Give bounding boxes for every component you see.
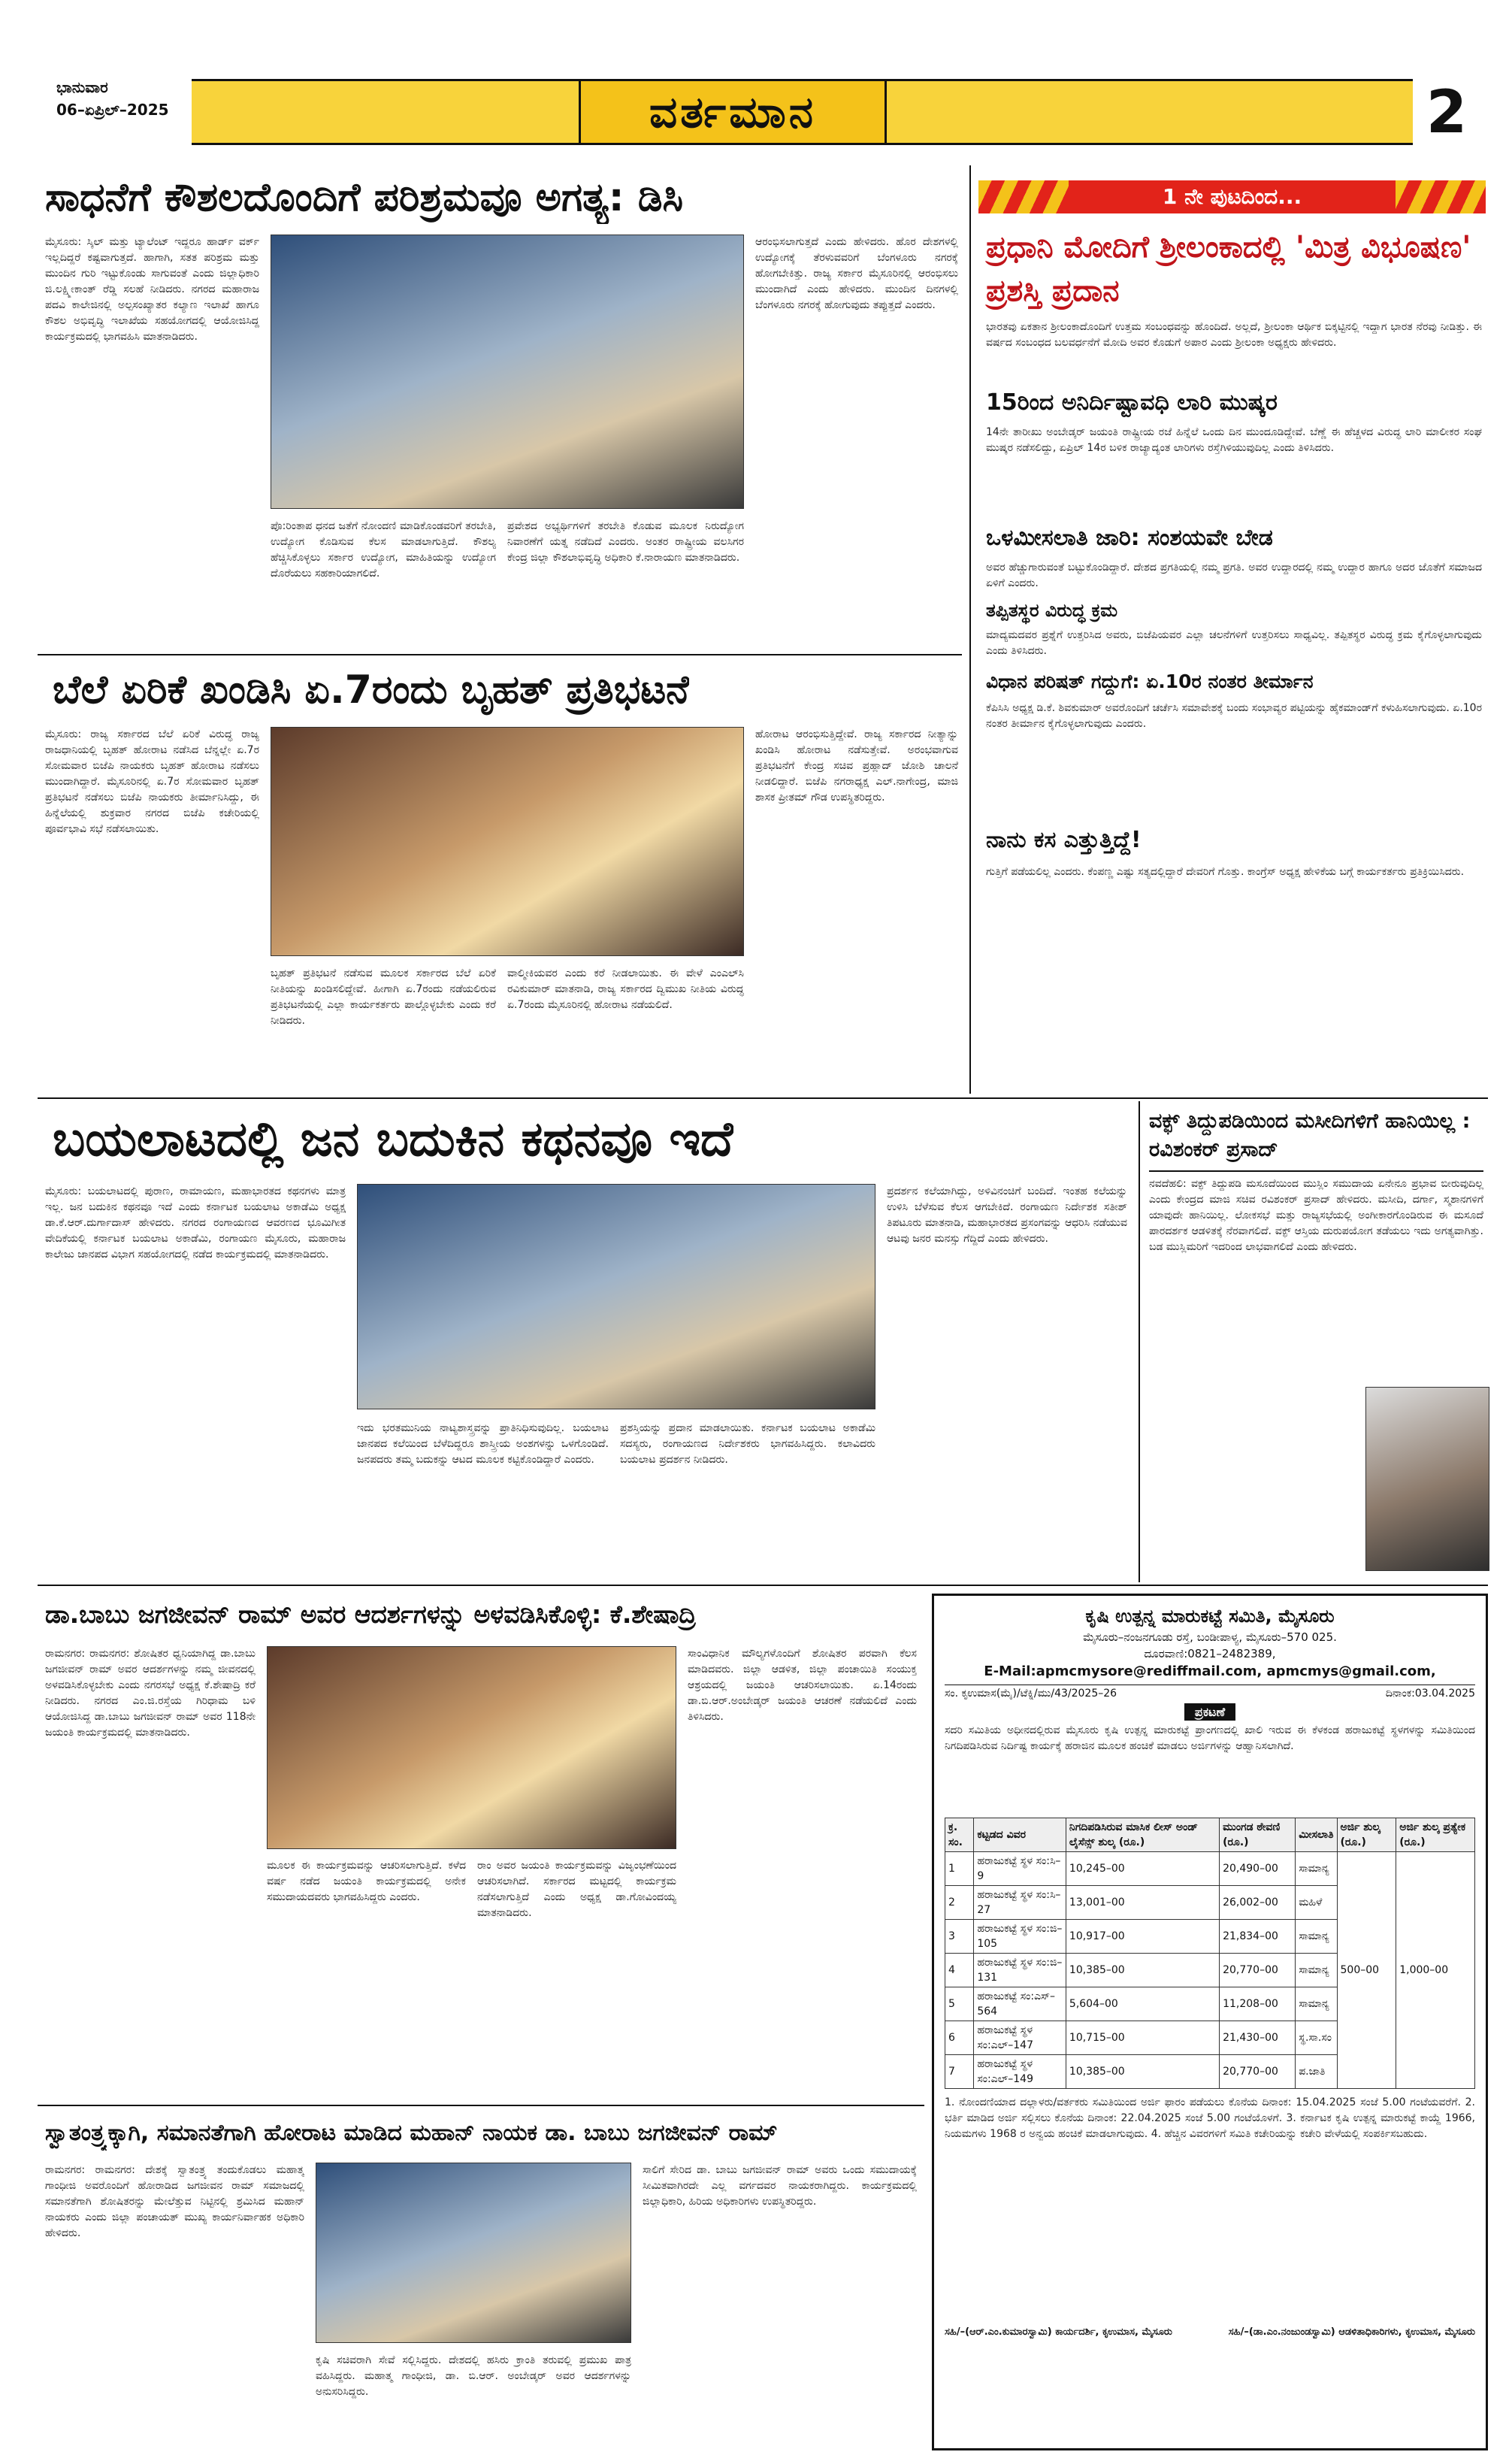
story-body: ಮಾದ್ಯಮದವರ ಪ್ರಶ್ನೆಗೆ ಉತ್ತರಿಸಿದ ಅವರು, ಬಿಜೆಪಿಯವರ ಎಲ್ಲಾ ಚಲನೆಗಳಿಗೆ ಉತ್ತರಿಸಲು ಸಾಧ್ಯವಿಲ್ಲ. ತಪ್ಪಿತಸ್ಥರ ವಿರುದ್ಧ ಕ್ರಮ ಕೈಗೊಳ್ಳಲಾಗುವುದು ಎಂದು ತಿಳಿಸಿದರು. (986, 629, 1482, 657)
table-cell: 11,208–00 (1220, 1987, 1296, 2021)
story-body: ಗುತ್ತಿಗೆ ಪಡೆಯಲಿಲ್ಲ ಎಂದರು. ಕೆಂಪಣ್ಣ ಎಷ್ಟು ಸತ್ಯದಲ್ಲಿದ್ದಾರೆ ದೇವರಿಗೆ ಗೊತ್ತು. ಕಾಂಗ್ರೆಸ್ ಅಧ್ಯಕ್ಷ ಹೇಳಿಕೆಯ ಬಗ್ಗೆ ಕಾರ್ಯಕರ್ತರು ಪ್ರತಿಕ್ರಿಯಿಸಿದರು. (986, 866, 1465, 878)
table-cell: 10,245–00 (1066, 1852, 1219, 1886)
tribute-photo (316, 2163, 631, 2343)
story-jagjivan-1 (38, 1588, 924, 2099)
story-col: ಹೋರಾಟ ಆರಂಭಿಸುತ್ತಿದ್ದೇವೆ. ರಾಜ್ಯ ಸರ್ಕಾರದ ನೀತ್ಯಾನ್ನು ಖಂಡಿಸಿ ಹೋರಾಟ ನಡೆಸುತ್ತೇವೆ. ಅರಂಭವಾಗುವ ಪ್ರತಿಭಟನೆಗೆ ಕೇಂದ್ರ ಸಚಿವ ಪ್ರಹ್ಲಾದ್ ಜೋಶಿ ಚಾಲನೆ ನೀಡಲಿದ್ದಾರೆ. ಬಿಜೆಪಿ ನಗರಾಧ್ಯಕ್ಷ ಎಲ್.ನಾಗೇಂದ್ರ, ಮಾಜಿ ಶಾಸಕ ಪ್ರೀತಮ್ ಗೌಡ ಉಪಸ್ಥಿತರಿದ್ದರು. (755, 728, 958, 804)
masthead-title: ವರ್ತಮಾನ (649, 86, 816, 138)
table-header: ಕಟ್ಟಡದ ವಿವರ (974, 1818, 1066, 1852)
table-cell: ಹರಾಜುಕಟ್ಟೆ ಸ್ಥಳ ಸಂ:ಎಲ್–149 (974, 2055, 1066, 2089)
event-photo (271, 235, 744, 509)
story-col: ಪೊ:ರಿಂತಾಪ ಧನದ ಜತೆಗೆ ನೋಂದಣಿ ಮಾಡಿಕೊಂಡವರಿಗೆ ತರಬೇತಿ, ಉದ್ಯೋಗ ಕೊಡಿಸುವ ಕೆಲಸ ಮಾಡಲಾಗುತ್ತಿದೆ. ಕೌಶಲ್ಯ ಹೆಚ್ಚಿಸಿಕೊಳ್ಳಲು ಸರ್ಕಾರ ಉದ್ಯೋಗ, ಮಾಹಿತಿಯನ್ನು ಉದ್ಯೋಗ ದೊರೆಯಲು ಸಹಕಾರಿಯಾಗಲಿದೆ. (271, 520, 496, 580)
story-headline: ಡಾ.ಬಾಬು ಜಗಜೀವನ್ ರಾಮ್ ಅವರ ಆದರ್ಶಗಳನ್ನು ಅಳವಡಿಸಿಕೊಳ್ಳಿ: ಕೆ.ಶೇಷಾದ್ರಿ (45, 1600, 697, 1629)
front-page-continued (969, 165, 1488, 1094)
story-headline: ಸಾಧನೆಗೆ ಕೌಶಲದೊಂದಿಗೆ ಪರಿಶ್ರಮವೂ ಅಗತ್ಯ: ಡಿಸಿ (45, 175, 684, 220)
notice-signature: ಸಹಿ/–(ಆರ್.ಎಂ.ಕುಮಾರಸ್ವಾಮಿ) ಕಾರ್ಯದರ್ಶಿ, ಕೃಉಮಾಸ, ಮೈಸೂರು (945, 2326, 1172, 2338)
story-body: ಅವರ ಹೆಚ್ಚುಗಾರುವಂತೆ ಬಟ್ಟುಕೊಂಡಿದ್ದಾರೆ. ದೇಶದ ಪ್ರಗತಿಯಲ್ಲಿ ನಮ್ಮ ಪ್ರಗತಿ. ಅವರ ಉದ್ದಾರದಲ್ಲಿ ನಮ್ಮ ಉದ್ದಾರ ಹಾಗೂ ಅದರ ಜೊತೆಗೆ ಸಮಾಜದ ಏಳಿಗೆ ಎಂದರು. (986, 562, 1482, 589)
divider (38, 1097, 1488, 1099)
table-cell: ಹರಾಜುಕಟ್ಟೆ ಸ್ಥಳ ಸಂ:ಸಿ–27 (974, 1886, 1066, 1920)
table-cell: 5,604–00 (1066, 1987, 1219, 2021)
story-body: 14ನೇ ತಾರೀಖು ಅಂಬೇಡ್ಕರ್ ಜಯಂತಿ ರಾಷ್ಟ್ರೀಯ ರಜೆ ಹಿನ್ನೆಲೆ ಒಂದು ದಿನ ಮುಂದೂಡಿದ್ದೇವೆ. ಬೆಣ್ಣೆ ಈ ಹೆಚ್ಚಳದ ವಿರುದ್ಧ ಲಾರಿ ಮಾಲೀಕರ ಸಂಘ ಮುಷ್ಕರ ನಡೆಸಲಿದ್ದು, ಏಪ್ರಿಲ್ 14ರ ಬಳಿಕ ರಾಜ್ಯಾದ್ಯಂತ ಲಾರಿಗಳು ರಸ್ತೆಗಿಳಿಯುವುದಿಲ್ಲ ಎಂದು ತಿಳಿಸಿದರು. (986, 426, 1482, 454)
fee-cell: 500–00 (1337, 1852, 1396, 2089)
story-headline: ವಕ್ಫ್ ತಿದ್ದುಪಡಿಯಿಂದ ಮಸೀದಿಗಳಿಗೆ ಹಾನಿಯಿಲ್ಲ : ರವಿಶಂಕರ್ ಪ್ರಸಾದ್ (1149, 1107, 1483, 1172)
story-col: ಕೃಷಿ ಸಚಿವರಾಗಿ ಸೇವೆ ಸಲ್ಲಿಸಿದ್ದರು. ದೇಶದಲ್ಲಿ ಹಸಿರು ಕ್ರಾಂತಿ ತರುವಲ್ಲಿ ಪ್ರಮುಖ ಪಾತ್ರ ವಹಿಸಿದ್ದರು. ಮಹಾತ್ಮ ಗಾಂಧೀಜಿ, ಡಾ. ಬಿ.ಆರ್. ಅಂಬೇಡ್ಕರ್ ಅವರ ಆದರ್ಶಗಳನ್ನು ಅನುಸರಿಸಿದ್ದರು. (316, 2354, 631, 2398)
table-header: ಕ್ರ. ಸಂ. (945, 1818, 974, 1852)
meeting-photo (271, 727, 744, 956)
table-cell: 3 (945, 1920, 974, 1954)
story-col: ಸಾಂವಿಧಾನಿಕ ಮೌಲ್ಯಗಳೊಂದಿಗೆ ಶೋಷಿತರ ಪರವಾಗಿ ಕೆಲಸ ಮಾಡಿದವರು. ಜಿಲ್ಲಾ ಆಡಳಿತ, ಜಿಲ್ಲಾ ಪಂಚಾಯಿತಿ ಸಂಯುಕ್ತ ಆಶ್ರಯದಲ್ಲಿ ಜಯಂತಿ ಆಚರಿಸಲಾಯಿತು. ಏ.14ರಂದು ಡಾ.ಬಿ.ಆರ್.ಅಂಬೇಡ್ಕರ್ ಜಯಂತಿ ಆಚರಣೆ ನಡೆಯಲಿದೆ ಎಂದು ತಿಳಿಸಿದರು. (688, 1648, 917, 1723)
banner-stripe-right (1396, 180, 1486, 213)
table-cell: ಪ.ಜಾತಿ (1296, 2055, 1337, 2089)
notice-address: ಮೈಸೂರು–ನಂಜನಗೂಡು ರಸ್ತೆ, ಬಂಡೀಪಾಳ್ಯ, ಮೈಸೂರು–570 025. (1083, 1630, 1337, 1644)
table-cell: ಸಾಮಾನ್ಯ (1296, 1852, 1337, 1886)
story-col: ರಾಮನಗರ: ರಾಮನಗರ: ದೇಶಕ್ಕೆ ಸ್ವಾತಂತ್ರ್ಯ ತಂದುಕೊಡಲು ಮಹಾತ್ಮ ಗಾಂಧೀಜಿ ಅವರೊಂದಿಗೆ ಹೋರಾಡಿದ ಜಗಜೀವನ ರಾಮ್ ಸಮಾಜದಲ್ಲಿ ಸಮಾನತೆಗಾಗಿ ಶೋಷಿತರನ್ನು ಮೇಲೆತ್ತುವ ನಿಟ್ಟಿನಲ್ಲಿ ಶ್ರಮಿಸಿದ ಮಹಾನ್ ನಾಯಕರು ಎಂದು ಜಿಲ್ಲಾ ಪಂಚಾಯತ್ ಮುಖ್ಯ ಕಾರ್ಯನಿರ್ವಾಹಕ ಅಧಿಕಾರಿ ಹೇಳಿದರು. (45, 2164, 304, 2239)
subheadline: ತಪ್ಪಿತಸ್ಥರ ವಿರುದ್ಧ ಕ್ರಮ (986, 600, 1118, 621)
stage-photo (357, 1184, 875, 1409)
divider (38, 1585, 1488, 1586)
jayanti-photo (267, 1646, 676, 1849)
table-header: ಮುಂಗಡ ಠೇವಣಿ (ರೂ.) (1220, 1818, 1296, 1852)
table-cell: 4 (945, 1954, 974, 1987)
table-cell: 10,385–00 (1066, 1954, 1219, 1987)
issue-day: ಭಾನುವಾರ (56, 78, 108, 96)
story-body: ನವದೆಹಲಿ: ವಕ್ಫ್ ತಿದ್ದುಪಡಿ ಮಸೂದೆಯಿಂದ ಮುಸ್ಲಿಂ ಸಮುದಾಯ ಏನೇನೂ ಪ್ರಭಾವ ಬೀರುವುದಿಲ್ಲ ಎಂದು ಕೇಂದ್ರದ ಮಾಜಿ ಸಚಿವ ರವಿಶಂಕರ್ ಪ್ರಸಾದ್ ಹೇಳಿದರು. ಮಸೀದಿ, ದರ್ಗಾ, ಸ್ಮಶಾನಗಳಿಗೆ ಯಾವುದೇ ಹಾನಿಯಿಲ್ಲ. ಲೋಕಸಭೆ ಮತ್ತು ರಾಜ್ಯಸಭೆಯಲ್ಲಿ ಅಂಗೀಕಾರಗೊಂಡಿರುವ ಈ ಮಸೂದೆ ಪಾರದರ್ಶಕ ಆಡಳಿತಕ್ಕೆ ನೆರವಾಗಲಿದೆ. ವಕ್ಫ್ ಆಸ್ತಿಯ ದುರುಪಯೋಗ ತಡೆಯಲು ಇದು ಅಗತ್ಯವಾಗಿತ್ತು. ಬಡ ಮುಸ್ಲಿಮರಿಗೆ ಇದರಿಂದ ಲಾಭವಾಗಲಿದೆ ಎಂದು ಹೇಳಿದರು. (1149, 1178, 1483, 1253)
table-cell: 6 (945, 2021, 974, 2055)
story-headline: ಪ್ರಧಾನಿ ಮೋದಿಗೆ ಶ್ರೀಲಂಕಾದಲ್ಲಿ 'ಮಿತ್ರ ವಿಭೂಷಣ' ಪ್ರಶಸ್ತಿ ಪ್ರದಾನ (986, 230, 1471, 308)
story-body: ಕೆಪಿಸಿಸಿ ಅಧ್ಯಕ್ಷ ಡಿ.ಕೆ. ಶಿವಕುಮಾರ್ ಅವರೊಂದಿಗೆ ಚರ್ಚೆಸಿ ಸಮಾವೇಶಕ್ಕೆ ಬಂದು ಸಂಭಾವ್ಯರ ಪಟ್ಟಿಯನ್ನು ಹೈಕಮಾಂಡ್‌ಗೆ ಕಳುಹಿಸಲಾಗುವುದು. ಏ.10ರ ನಂತರ ತೀರ್ಮಾನ ಕೈಗೊಳ್ಳಲಾಗುವುದು ಎಂದರು. (986, 702, 1482, 730)
table-cell: 21,834–00 (1220, 1920, 1296, 1954)
page-number: 2 (1413, 75, 1480, 150)
table-cell: ಹರಾಜುಕಟ್ಟೆ ಸ್ಥಳ ಸಂ:ಎಲ್–147 (974, 2021, 1066, 2055)
apmc-notice (932, 1594, 1488, 2450)
notice-title: ಪ್ರಕಟಣೆ (1184, 1703, 1235, 1721)
story-jagjivan-2 (38, 2108, 924, 2454)
story-skill (38, 165, 962, 646)
story-col: ಪ್ರಶಸ್ತಿಯನ್ನು ಪ್ರದಾನ ಮಾಡಲಾಯಿತು. ಕರ್ನಾಟಕ ಬಯಲಾಟ ಅಕಾಡೆಮಿ ಸದಸ್ಯರು, ರಂಗಾಯಣದ ನಿರ್ದೇಶಕರು ಭಾಗವಹಿಸಿದ್ದರು. ಕಲಾವಿದರು ಬಯಲಾಟ ಪ್ರದರ್ಶನ ನೀಡಿದರು. (620, 1422, 875, 1466)
continued-label: 1 ನೇ ಪುಟದಿಂದ... (1162, 184, 1302, 209)
table-cell: 20,770–00 (1220, 1954, 1296, 1987)
story-col: ಬೃಹತ್ ಪ್ರತಿಭಟನೆ ನಡೆಸುವ ಮೂಲಕ ಸರ್ಕಾರದ ಬೆಲೆ ಏರಿಕೆ ನೀತಿಯನ್ನು ಖಂಡಿಸಲಿದ್ದೇವೆ. ಹೀಗಾಗಿ ಏ.7ರಂದು ನಡೆಯಲಿರುವ ಪ್ರತಿಭಟನೆಯಲ್ಲಿ ಎಲ್ಲಾ ಕಾರ್ಯಕರ್ತರು ಪಾಲ್ಗೊಳ್ಳಬೇಕು ಎಂದು ಕರೆ ನೀಡಿದರು. (271, 967, 496, 1027)
table-row (945, 1852, 1475, 1886)
table-cell: 10,385–00 (1066, 2055, 1219, 2089)
story-col: ರಾಂ ಅವರ ಜಯಂತಿ ಕಾರ್ಯಕ್ರಮವನ್ನು ವಿಜೃಂಭಣೆಯಿಂದ ಆಚರಿಸಲಾಗಿದೆ. ಸರ್ಕಾರದ ಮಟ್ಟದಲ್ಲಿ ಕಾರ್ಯಕ್ರಮ ನಡೆಸಲಾಗುತ್ತಿದೆ ಎಂದು ಅಧ್ಯಕ್ಷ ಡಾ.ಗೋವಿಂದಯ್ಯ ಮಾತನಾಡಿದರು. (477, 1860, 676, 1919)
table-cell: 1 (945, 1852, 974, 1886)
subheadline: ನಾನು ಕಸ ಎತ್ತುತ್ತಿದ್ದೆ! (986, 827, 1142, 853)
table-cell: 26,002–00 (1220, 1886, 1296, 1920)
table-cell: ಸಾಮಾನ್ಯ (1296, 1954, 1337, 1987)
speaker-photo (1365, 1387, 1489, 1571)
table-cell: 7 (945, 2055, 974, 2089)
auction-table (945, 1818, 1475, 2089)
story-col: ಪ್ರದರ್ಶನ ಕಲೆಯಾಗಿದ್ದು, ಅಳಿವಿನಂಚಿಗೆ ಬಂದಿದೆ. ಇಂತಹ ಕಲೆಯನ್ನು ಉಳಿಸಿ ಬೆಳೆಸುವ ಕೆಲಸ ಆಗಬೇಕಿದೆ. ರಂಗಾಯಣ ನಿರ್ದೇಶಕ ಸತೀಶ್ ತಿಪಟೂರು ಮಾತನಾಡಿ, ಮಹಾಭಾರತದ ಪ್ರಸಂಗವನ್ನು ಆಧರಿಸಿ ನಡೆಯುವ ಆಟವು ಜನರ ಮನಸ್ಸು ಗೆದ್ದಿದೆ ಎಂದು ಹೇಳಿದರು. (887, 1185, 1127, 1245)
table-header-row (945, 1818, 1475, 1852)
story-col: ವಾಲ್ಮೀಕಿಯವರ ಎಂದು ಕರೆ ನೀಡಲಾಯಿತು. ಈ ವೇಳೆ ಎಂಎಲ್‌ಸಿ ರವಿಕುಮಾರ್ ಮಾತನಾಡಿ, ರಾಜ್ಯ ಸರ್ಕಾರದ ದ್ವಿಮುಖ ನೀತಿಯ ವಿರುದ್ಧ ಏ.7ರಂದು ಮೈಸೂರಿನಲ್ಲಿ ಹೋರಾಟ ನಡೆಯಲಿದೆ. (507, 967, 744, 1011)
table-cell: 10,715–00 (1066, 2021, 1219, 2055)
story-col: ಆರಂಭಿಸಲಾಗುತ್ತದೆ ಎಂದು ಹೇಳಿದರು. ಹೊರ ದೇಶಗಳಲ್ಲಿ ಉದ್ಯೋಗಕ್ಕೆ ತೆರಳುವವರಿಗೆ ಬೆಂಗಳೂರು ನಗರಕ್ಕೆ ಹೋಗಬೇಕಿತ್ತು. ರಾಜ್ಯ ಸರ್ಕಾರ ಮೈಸೂರಿನಲ್ಲಿ ಆರಂಭಿಸಲು ಮುಂದಾಗಿದೆ ಎಂದು ಹೇಳಿದರು. ಮುಂದಿನ ದಿನಗಳಲ್ಲಿ ಬೆಂಗಳೂರು ನಗರಕ್ಕೆ ಹೋಗುವುದು ತಪ್ಪುತ್ತದೆ ಎಂದರು. (755, 236, 958, 311)
story-headline: ಬೆಲೆ ಏರಿಕೆ ಖಂಡಿಸಿ ಏ.7ರಂದು ಬೃಹತ್ ಪ್ರತಿಭಟನೆ (53, 667, 690, 713)
story-headline: ಬಯಲಾಟದಲ್ಲಿ ಜನ ಬದುಕಿನ ಕಥನವೂ ಇದೆ (53, 1112, 733, 1167)
story-col: ರಾಮನಗರ: ರಾಮನಗರ: ಶೋಷಿತರ ಧ್ವನಿಯಾಗಿದ್ದ ಡಾ.ಬಾಬು ಜಗಜೀವನ್ ರಾಮ್ ಅವರ ಆದರ್ಶಗಳನ್ನು ನಮ್ಮ ಜೀವನದಲ್ಲಿ ಅಳವಡಿಸಿಕೊಳ್ಳಬೇಕು ಎಂದು ನಗರಸಭೆ ಅಧ್ಯಕ್ಷ ಕೆ.ಶೇಷಾದ್ರಿ ಕರೆ ನೀಡಿದರು. ನಗರದ ಎಂ.ಜಿ.ರಸ್ತೆಯ ಗಿರಿಧಾಮ ಬಳಿ ಆಯೋಜಿಸಿದ್ದ ಡಾ.ಬಾಬು ಜಗಜೀವನ್ ರಾಮ್ ಅವರ 118ನೇ ಜಯಂತಿ ಕಾರ್ಯಕ್ರಮದಲ್ಲಿ ಮಾತನಾಡಿದರು. (45, 1648, 256, 1739)
table-cell: 20,490–00 (1220, 1852, 1296, 1886)
notice-ref: ಸಂ. ಕೃಉಮಾಸ(ಮೈ)/ಟೆಕ್ನಿ/ಮು/43/2025–26 (945, 1688, 1117, 1700)
story-body: ಭಾರತವು ಏಕತಾನ ಶ್ರೀಲಂಕಾದೊಂದಿಗೆ ಉತ್ತಮ ಸಂಬಂಧವನ್ನು ಹೊಂದಿದೆ. ಅಲ್ಲದೆ, ಶ್ರೀಲಂಕಾ ಆರ್ಥಿಕ ಬಿಕ್ಕಟ್ಟಿನಲ್ಲಿ ಇದ್ದಾಗ ಭಾರತ ನೆರವು ನೀಡಿತ್ತು. ಈ ವರ್ಷದ ಸಂಬಂಧದ ಬಲವರ್ಧನೆಗೆ ಮೋದಿ ಅವರ ಕೊಡುಗೆ ಅಪಾರ ಎಂದು ಶ್ರೀಲಂಕಾ ಅಧ್ಯಕ್ಷರು ಹೇಳಿದರು. (986, 321, 1482, 349)
notice-intro: ಸದರಿ ಸಮಿತಿಯ ಅಧೀನದಲ್ಲಿರುವ ಮೈಸೂರು ಕೃಷಿ ಉತ್ಪನ್ನ ಮಾರುಕಟ್ಟೆ ಪ್ರಾಂಗಣದಲ್ಲಿ ಖಾಲಿ ಇರುವ ಈ ಕೆಳಕಂಡ ಹರಾಜುಕಟ್ಟೆ ಸ್ಥಳಗಳನ್ನು ಸಮಿತಿಯಿಂದ ನಿಗದಿಪಡಿಸಿರುವ ನಿರ್ದಿಷ್ಟ ಕಾರ್ಯಕ್ಕೆ ಹರಾಜಿನ ಮೂಲಕ ಹಂಚಿಕೆ ಮಾಡಲು ಅರ್ಜಿಗಳನ್ನು ಆಹ್ವಾನಿಸಲಾಗಿದೆ. (945, 1724, 1475, 1752)
story-col: ಮೈಸೂರು: ಬಯಲಾಟದಲ್ಲಿ ಪುರಾಣ, ರಾಮಾಯಣ, ಮಹಾಭಾರತದ ಕಥನಗಳು ಮಾತ್ರ ಇಲ್ಲ. ಜನ ಬದುಕಿನ ಕಥನವೂ ಇದೆ ಎಂದು ಕರ್ನಾಟಕ ಬಯಲಾಟ ಅಕಾಡೆಮಿ ಅಧ್ಯಕ್ಷ ಡಾ.ಕೆ.ಆರ್.ದುರ್ಗಾದಾಸ್ ಹೇಳಿದರು. ನಗರದ ರಂಗಾಯಣದ ಆವರಣದ ಭೂಮಿಗೀತ ವೇದಿಕೆಯಲ್ಲಿ ಕರ್ನಾಟಕ ಬಯಲಾಟ ಅಕಾಡೆಮಿ, ರಂಗಾಯಣ ಮೈಸೂರು, ಮಹಾರಾಜ ಕಾಲೇಜು ಜಾನಪದ ವಿಭಾಗ ಸಹಯೋಗದಲ್ಲಿ ನಡೆದ ಕಾರ್ಯಕ್ರಮದಲ್ಲಿ ಮಾತನಾಡಿದರು. (45, 1185, 346, 1261)
table-cell: ಸ್ಥ.ಸಾ.ಸಂ (1296, 2021, 1337, 2055)
table-cell: 21,430–00 (1220, 2021, 1296, 2055)
fee-cell: 1,000–00 (1396, 1852, 1475, 2089)
table-cell: 2 (945, 1886, 974, 1920)
notice-org: ಕೃಷಿ ಉತ್ಪನ್ನ ಮಾರುಕಟ್ಟೆ ಸಮಿತಿ, ಮೈಸೂರು (1085, 1606, 1335, 1627)
notice-date: ದಿನಾಂಕ:03.04.2025 (1385, 1688, 1475, 1700)
story-col: ಪ್ರವೇಶದ ಅಭ್ಯರ್ಥಿಗಳಿಗೆ ತರಬೇತಿ ಕೊಡುವ ಮೂಲಕ ನಿರುದ್ಯೋಗ ನಿವಾರಣೆಗೆ ಯತ್ನ ನಡೆದಿದೆ ಎಂದರು. ಅಂತರ ರಾಷ್ಟ್ರೀಯ ವಲಸಿಗರ ಕೇಂದ್ರ ಜಿಲ್ಲಾ ಕೌಶಲಾಭಿವೃದ್ಧಿ ಅಧಿಕಾರಿ ಕೆ.ನಾರಾಯಣ ಮಾತನಾಡಿದರು. (507, 520, 744, 564)
story-col: ಮೂಲಕ ಈ ಕಾರ್ಯಕ್ರಮವನ್ನು ಆಚರಿಸಲಾಗುತ್ತಿದೆ. ಕಳೆದ ವರ್ಷ ನಡೆದ ಜಯಂತಿ ಕಾರ್ಯಕ್ರಮದಲ್ಲಿ ಅನೇಕ ಸಮುದಾಯದವರು ಭಾಗವಹಿಸಿದ್ದರು ಎಂದರು. (267, 1860, 466, 1903)
notice-phone: ದೂರವಾಣಿ:0821–2482389, (1144, 1647, 1276, 1660)
divider (38, 2105, 924, 2106)
masthead (579, 79, 887, 145)
issue-date: 06–ಏಪ್ರಿಲ್–2025 (56, 101, 169, 119)
subheadline: ವಿಧಾನ ಪರಿಷತ್ ಗದ್ದುಗೆ: ಏ.10ರ ನಂತರ ತೀರ್ಮಾನ (986, 670, 1314, 692)
table-cell: ಸಾಮಾನ್ಯ (1296, 1987, 1337, 2021)
table-header: ಮೀಸಲಾತಿ (1296, 1818, 1337, 1852)
story-col: ಸಾಲಿಗೆ ಸೇರಿದ ಡಾ. ಬಾಬು ಜಗಜೀವನ್ ರಾಮ್ ಅವರು ಒಂದು ಸಮುದಾಯಕ್ಕೆ ಸೀಮಿತವಾಗಿರದೇ ಎಲ್ಲ ವರ್ಗದವರ ನಾಯಕರಾಗಿದ್ದರು. ಕಾರ್ಯಕ್ರಮದಲ್ಲಿ ಜಿಲ್ಲಾಧಿಕಾರಿ, ಹಿರಿಯ ಅಧಿಕಾರಿಗಳು ಉಪಸ್ಥಿತರಿದ್ದರು. (643, 2164, 917, 2208)
story-bayalata (38, 1101, 1135, 1582)
table-cell: ಹರಾಜುಕಟ್ಟೆ ಸಂ:ಎಸ್–564 (974, 1987, 1066, 2021)
notice-footer: 1. ನೋಂದಣಿಯಾದ ದಲ್ಲಾಳರು/ವರ್ತಕರು ಸಮಿತಿಯಿಂದ ಅರ್ಜಿ ಫಾರಂ ಪಡೆಯಲು ಕೊನೆಯ ದಿನಾಂಕ: 15.04.2025 ಸಂಜೆ 5.00 ಗಂಟೆಯವರೆಗೆ. 2. ಭರ್ತಿ ಮಾಡಿದ ಅರ್ಜಿ ಸಲ್ಲಿಸಲು ಕೊನೆಯ ದಿನಾಂಕ: 22.04.2025 ಸಂಜೆ 5.00 ಗಂಟೆಯೊಳಗೆ. 3. ಕರ್ನಾಟಕ ಕೃಷಿ ಉತ್ಪನ್ನ ಮಾರುಕಟ್ಟೆ ಕಾಯ್ದೆ 1966, ನಿಯಮಗಳು 1968 ರ ಅನ್ವಯ ಹಂಚಿಕೆ ಮಾಡಲಾಗುವುದು. 4. ಹೆಚ್ಚಿನ ವಿವರಗಳಿಗೆ ಸಮಿತಿ ಕಚೇರಿಯನ್ನು ಕಚೇರಿ ವೇಳೆಯಲ್ಲಿ ಸಂಪರ್ಕಿಸಬಹುದು. (945, 2096, 1475, 2140)
table-cell: ಮಹಿಳೆ (1296, 1886, 1337, 1920)
table-cell: 20,770–00 (1220, 2055, 1296, 2089)
table-header: ನಿಗದಿಪಡಿಸಿರುವ ಮಾಸಿಕ ಲೀಸ್ ಅಂಡ್ ಲೈಸೆನ್ಸ್ ಶುಲ್ಕ (ರೂ.) (1066, 1818, 1219, 1852)
subheadline: 15ರಿಂದ ಅನಿರ್ದಿಷ್ಟಾವಧಿ ಲಾರಿ ಮುಷ್ಕರ (986, 389, 1278, 416)
story-headline: ಸ್ವಾತಂತ್ರ್ಯಕ್ಕಾಗಿ, ಸಮಾನತೆಗಾಗಿ ಹೋರಾಟ ಮಾಡಿದ ಮಹಾನ್ ನಾಯಕ ಡಾ. ಬಾಬು ಜಗಜೀವನ್ ರಾಮ್ (45, 2120, 778, 2146)
header (0, 0, 1509, 158)
table-header: ಅರ್ಜಿ ಶುಲ್ಕ (ರೂ.) (1337, 1818, 1396, 1852)
table-cell: ಹರಾಜುಕಟ್ಟೆ ಸ್ಥಳ ಸಂ:ಸಿ–9 (974, 1852, 1066, 1886)
divider (38, 654, 962, 655)
table-header: ಅರ್ಜಿ ಶುಲ್ಕ ಪ್ರತ್ಯೇಕ (ರೂ.) (1396, 1818, 1475, 1852)
table-cell: ಸಾಮಾನ್ಯ (1296, 1920, 1337, 1954)
story-price-protest (38, 658, 962, 1094)
subheadline: ಒಳಮೀಸಲಾತಿ ಜಾರಿ: ಸಂಶಯವೇ ಬೇಡ (986, 525, 1273, 551)
table-cell: 13,001–00 (1066, 1886, 1219, 1920)
table-cell: 10,917–00 (1066, 1920, 1219, 1954)
notice-email: E-Mail:apmcmysore@rediffmail.com, apmcmys@gmail.com, (984, 1663, 1436, 1679)
table-cell: ಹರಾಜುಕಟ್ಟೆ ಸ್ಥಳ ಸಂ:ಜಿ–131 (974, 1954, 1066, 1987)
notice-signature: ಸಹಿ/–(ಡಾ.ಎಂ.ನಂಜುಂಡಸ್ವಾಮಿ) ಆಡಳಿತಾಧಿಕಾರಿಗಳು, ಕೃಉಮಾಸ, ಮೈಸೂರು (1228, 2326, 1475, 2338)
story-col: ಮೈಸೂರು: ರಾಜ್ಯ ಸರ್ಕಾರದ ಬೆಲೆ ಏರಿಕೆ ವಿರುದ್ಧ ರಾಜ್ಯ ರಾಜಧಾನಿಯಲ್ಲಿ ಬೃಹತ್ ಹೋರಾಟ ನಡೆಸಿದ ಬೆನ್ನಲ್ಲೇ ಏ.7ರ ಸೋಮವಾರ ಬಿಜೆಪಿ ನಾಯಕರು ಬೃಹತ್ ಹೋರಾಟ ನಡೆಸಲು ಮುಂದಾಗಿದ್ದಾರೆ. ಮೈಸೂರಿನಲ್ಲಿ ಏ.7ರ ಸೋಮವಾರ ಬೃಹತ್ ಪ್ರತಿಭಟನೆ ನಡೆಸಲು ಬಿಜೆಪಿ ನಾಯಕರು ತೀರ್ಮಾನಿಸಿದ್ದು, ಈ ಹಿನ್ನೆಲೆಯಲ್ಲಿ ಶುಕ್ರವಾರ ನಗರದ ಬಿಜೆಪಿ ಕಚೇರಿಯಲ್ಲಿ ಪೂರ್ವಭಾವಿ ಸಭೆ ನಡೆಸಲಾಯಿತು. (45, 728, 259, 835)
table-cell: ಹರಾಜುಕಟ್ಟೆ ಸ್ಥಳ ಸಂ:ಜಿ–105 (974, 1920, 1066, 1954)
story-col: ಇದು ಭರತಮುನಿಯ ನಾಟ್ಯಶಾಸ್ತ್ರವನ್ನು ಪ್ರಾತಿನಿಧಿಸುವುದಿಲ್ಲ. ಬಯಲಾಟ ಜಾನಪದ ಕಲೆಯಿಂದ ಬೆಳೆದಿದ್ದರೂ ಶಾಸ್ತ್ರೀಯ ಅಂಶಗಳನ್ನು ಒಳಗೊಂಡಿದೆ. ಜನಪದರು ತಮ್ಮ ಬದುಕನ್ನು ಆಟದ ಮೂಲಕ ಕಟ್ಟಿಕೊಂಡಿದ್ದಾರೆ ಎಂದರು. (357, 1422, 609, 1466)
story-col: ಮೈಸೂರು: ಸ್ಕಿಲ್ ಮತ್ತು ಟ್ಯಾಲೆಂಟ್ ಇದ್ದರೂ ಹಾರ್ಡ್ ವರ್ಕ್ ಇಲ್ಲದಿದ್ದರೆ ಕಷ್ಟವಾಗುತ್ತದೆ. ಹಾಗಾಗಿ, ಸತತ ಪರಿಶ್ರಮ ಮತ್ತು ಮುಂದಿನ ಗುರಿ ಇಟ್ಟುಕೊಂಡು ಸಾಗುವಂತೆ ಎಂದು ಜಿಲ್ಲಾಧಿಕಾರಿ ಜಿ.ಲಕ್ಷ್ಮೀಕಾಂತ್ ರೆಡ್ಡಿ ಸಲಹೆ ನೀಡಿದರು. ನಗರದ ಮಹಾರಾಜ ಪದವಿ ಕಾಲೇಜಿನಲ್ಲಿ ಅಲ್ಪಸಂಖ್ಯಾತರ ಕಲ್ಯಾಣ ಇಲಾಖೆ ಹಾಗೂ ಕೌಶಲ ಅಭಿವೃದ್ಧಿ ಇಲಾಖೆಯ ಸಹಯೋಗದಲ್ಲಿ ಆಯೋಜಿಸಿದ್ದ ಕಾರ್ಯಕ್ರಮದಲ್ಲಿ ಭಾಗವಹಿಸಿ ಮಾತನಾಡಿದರು. (45, 236, 259, 343)
table-cell: 5 (945, 1987, 974, 2021)
story-waqf (1139, 1101, 1488, 1582)
banner-stripe-left (978, 180, 1069, 213)
